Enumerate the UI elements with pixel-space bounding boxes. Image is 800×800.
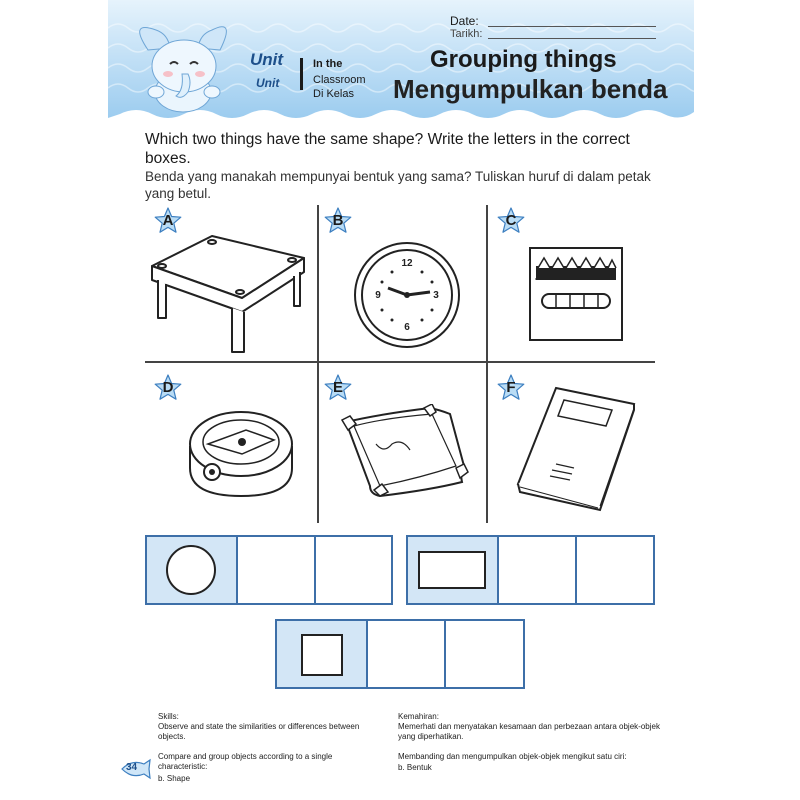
kemahiran-label: Kemahiran: [398,712,439,721]
skills-text-1: Observe and state the similarities or differences between objects. [158,722,360,741]
clock-drawing [352,240,462,350]
topic-ms: Di Kelas [313,88,354,100]
skills-text-2: Compare and group objects according to a single characteristic: [158,752,333,771]
question-ms: Benda yang manakah mempunyai bentuk yang sama? Tuliskan huruf di dalam petak yang betul. [145,169,651,201]
item-a-letter: A [162,212,174,229]
svg-text:6: 6 [404,322,410,333]
topic-en-line2: Classroom [313,74,366,86]
mat-drawing [340,404,474,502]
page-title-ms: Mengumpulkan benda [393,74,668,104]
shape-cell-square [277,621,368,687]
unit-label-en: Unit [250,50,284,69]
svg-text:9: 9 [375,290,381,301]
unit-label-ms: Unit [256,76,280,90]
shape-cell-rectangle [408,537,499,603]
rectangle-shape-icon [408,537,497,603]
circle-shape-icon [147,537,236,603]
topic-en-line1: In the [313,58,343,70]
answer-row-square [275,619,525,689]
answer-row-rectangle [406,535,655,605]
skills-text-3: b. Shape [158,774,191,783]
item-f-letter: F [506,379,516,396]
item-b-label [324,207,352,235]
header-divider [300,58,303,90]
page-title-en: Grouping things [430,46,617,73]
kemahiran-text-2: Membanding dan mengumpulkan objek-objek mengikut satu ciri: [398,752,627,761]
skills-label: Skills: [158,712,179,721]
item-c-letter: C [505,212,517,229]
tarikh-field-line[interactable] [488,38,656,39]
table-drawing [150,230,310,360]
sharpener-drawing [186,408,296,500]
answer-box[interactable] [368,621,446,687]
question-en: Which two things have the same shape? Write the letters in the correct boxes. [145,131,630,167]
crayon-box-drawing [528,246,624,342]
item-e-label [324,374,352,402]
answer-box[interactable] [316,537,391,603]
date-field-line[interactable] [488,26,656,27]
grid-vertical-line-1 [317,205,319,523]
grid-vertical-line-2 [486,205,488,523]
shape-cell-circle [147,537,238,603]
item-d-label [154,374,182,402]
answer-box[interactable] [238,537,316,603]
tarikh-label: Tarikh: [450,28,483,40]
grid-horizontal-line [145,361,655,363]
item-e-letter: E [332,379,343,396]
answer-box[interactable] [446,621,523,687]
svg-text:12: 12 [401,258,413,269]
book-drawing [516,386,636,512]
answer-row-circle [145,535,393,605]
item-d-letter: D [162,379,174,396]
page-number: 34 [126,762,138,773]
square-shape-icon [277,621,366,687]
date-label: Date: [450,14,479,28]
kemahiran-text-3: b. Bentuk [398,763,432,772]
answer-box[interactable] [577,537,653,603]
item-c-label [497,207,525,235]
item-b-letter: B [332,212,344,229]
svg-text:3: 3 [433,290,439,301]
answer-box[interactable] [499,537,577,603]
kemahiran-text-1: Memerhati dan menyatakan kesamaan dan perbezaan antara objek-objek yang diperhatikan. [398,722,660,741]
